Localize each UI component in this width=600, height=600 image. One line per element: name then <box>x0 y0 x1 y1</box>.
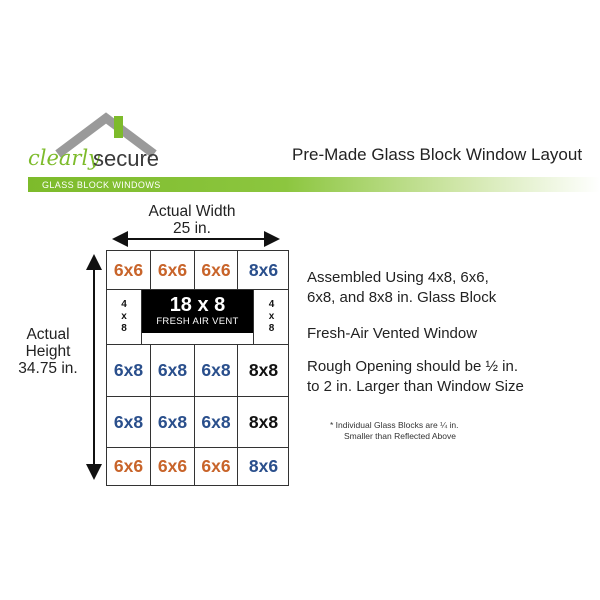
block-r5-c1: 6x6 <box>107 448 151 485</box>
block-r3-c4: 8x8 <box>238 345 289 397</box>
block-r1-c4: 8x6 <box>238 251 289 290</box>
height-label-text-1: Actual <box>26 326 70 343</box>
fresh-air-vent <box>142 290 253 333</box>
glass-block-window <box>106 250 289 486</box>
block-r1-c2: 6x6 <box>151 251 195 290</box>
block-r5-c3: 6x6 <box>195 448 238 485</box>
side-left-l3: 8 <box>121 323 127 334</box>
footnote-line-1: * Individual Glass Blocks are ¼ in. <box>330 420 459 430</box>
block-r4-c4: 8x8 <box>238 397 289 448</box>
assembly-line-1: Assembled Using 4x8, 6x6, <box>307 269 489 286</box>
block-r4-c1: 6x8 <box>107 397 151 448</box>
rough-opening-text <box>307 357 524 397</box>
side-right-l1: 4 <box>268 299 275 310</box>
logo-word-clearly: clearly <box>28 146 101 170</box>
block-r4-c3: 6x8 <box>195 397 238 448</box>
side-left-l1: 4 <box>121 299 127 310</box>
vented-text: Fresh-Air Vented Window <box>307 325 478 342</box>
side-right-l2: x <box>268 311 275 322</box>
width-value: 25 in. <box>173 220 211 237</box>
block-r3-c3: 6x8 <box>195 345 238 397</box>
vent-size: 18 x 8 <box>169 294 226 316</box>
assembly-line-2: 6x8, and 8x8 in. Glass Block <box>307 289 497 306</box>
side-left-l2: x <box>121 311 127 322</box>
page-title: Pre-Made Glass Block Window Layout <box>292 145 583 164</box>
rough-opening-line-2: to 2 in. Larger than Window Size <box>307 378 524 395</box>
block-4x8-right <box>253 290 289 345</box>
block-r3-c2: 6x8 <box>151 345 195 397</box>
block-r1-c3: 6x6 <box>195 251 238 290</box>
block-4x8-left <box>107 290 142 345</box>
width-label-text: Actual Width <box>148 203 236 220</box>
footnote <box>330 420 459 442</box>
footnote-line-2: Smaller than Reflected Above <box>344 431 456 441</box>
rough-opening-line-1: Rough Opening should be ½ in. <box>307 358 518 375</box>
assembly-text <box>307 268 496 308</box>
block-r4-c2: 6x8 <box>151 397 195 448</box>
brand-tagline: GLASS BLOCK WINDOWS <box>42 180 161 190</box>
vent-label: FRESH AIR VENT <box>156 316 239 327</box>
height-value: 34.75 in. <box>18 360 78 377</box>
block-r5-c2: 6x6 <box>151 448 195 485</box>
block-r1-c1: 6x6 <box>107 251 151 290</box>
side-right-l3: 8 <box>268 323 275 334</box>
block-r5-c4: 8x6 <box>248 456 279 476</box>
block-r3-c1: 6x8 <box>107 345 151 397</box>
logo-word-secure: secure <box>93 146 160 171</box>
height-label-text-2: Height <box>25 343 71 360</box>
